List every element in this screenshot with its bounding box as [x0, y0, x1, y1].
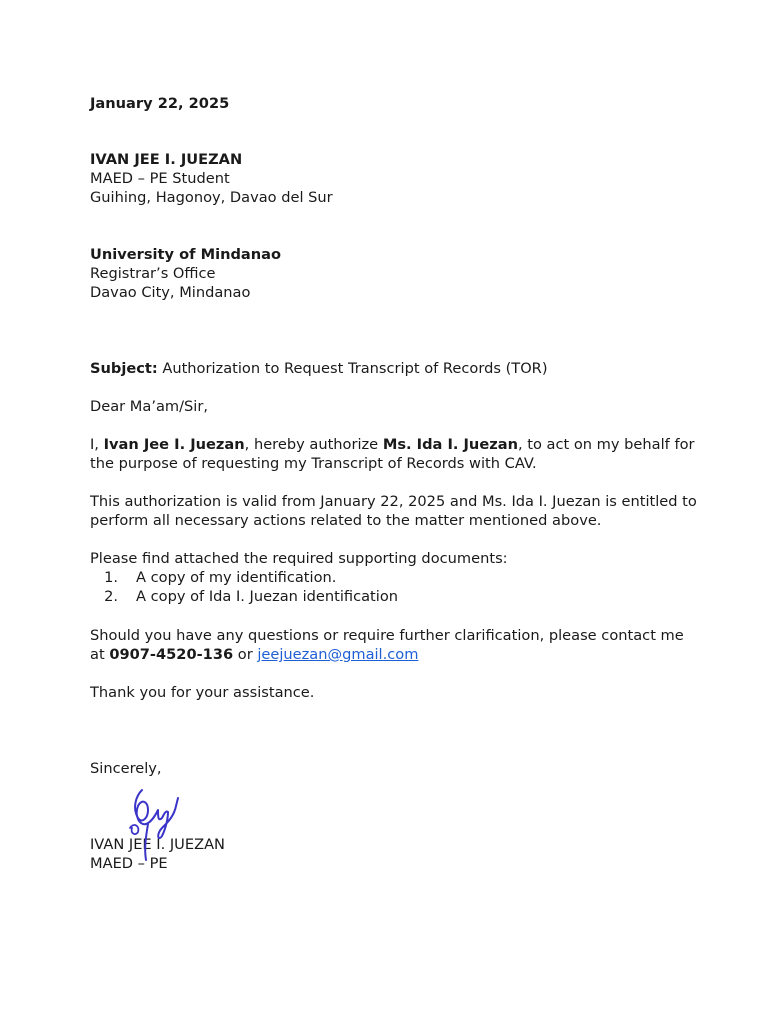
p1-middle: , hereby authorize	[244, 436, 383, 453]
closing: Sincerely,	[90, 760, 162, 777]
list-item-number: 1.	[104, 569, 118, 586]
list-item-number: 2.	[104, 588, 118, 605]
sender-program: MAED – PE Student	[90, 170, 230, 187]
authorizer-name: Ivan Jee I. Juezan	[103, 436, 245, 453]
signatory-name: IVAN JEE I. JUEZAN	[90, 836, 225, 853]
recipient-office: Registrar’s Office	[90, 265, 216, 282]
sender-address: Guihing, Hagonoy, Davao del Sur	[90, 189, 333, 206]
paragraph2-line1: This authorization is valid from January 22, 2025 and Ms. Ida I. Juezan is entitled to	[90, 493, 697, 510]
subject-line	[90, 359, 548, 378]
attachments-intro: Please find attached the required supporting documents:	[90, 550, 508, 567]
authorized-name: Ms. Ida I. Juezan	[382, 436, 518, 453]
signatory-title: MAED – PE	[90, 855, 168, 872]
p1-suffix: , to act on my behalf for	[517, 436, 695, 453]
salutation: Dear Ma’am/Sir,	[90, 398, 209, 415]
subject-text: Authorization to Request Transcript of Records (TOR)	[157, 360, 548, 377]
p1-prefix: I,	[90, 436, 104, 453]
list-item	[90, 587, 398, 606]
sender-name: IVAN JEE I. JUEZAN	[90, 151, 243, 168]
list-item-text: A copy of Ida I. Juezan identification	[136, 588, 399, 605]
contact-phone: 0907-4520-136	[109, 646, 234, 663]
subject-label: Subject:	[90, 360, 158, 377]
paragraph1-line1	[90, 435, 695, 454]
paragraph1-line2: the purpose of requesting my Transcript of Records with CAV.	[90, 455, 537, 472]
recipient-address: Davao City, Mindanao	[90, 284, 251, 301]
list-item-text: A copy of my identification.	[136, 569, 337, 586]
paragraph2-line2: perform all necessary actions related to the matter mentioned above.	[90, 512, 602, 529]
contact-or: or	[233, 646, 258, 663]
thanks-line: Thank you for your assistance.	[90, 684, 315, 701]
list-item	[90, 568, 336, 587]
contact-email-link[interactable]: jeejuezan@gmail.com	[257, 646, 419, 663]
letter-date: January 22, 2025	[90, 95, 230, 112]
contact-at: at	[90, 646, 110, 663]
recipient-institution: University of Mindanao	[90, 246, 282, 263]
contact-line1: Should you have any questions or require further clarification, please contact me	[90, 627, 684, 644]
contact-line2	[90, 645, 418, 664]
